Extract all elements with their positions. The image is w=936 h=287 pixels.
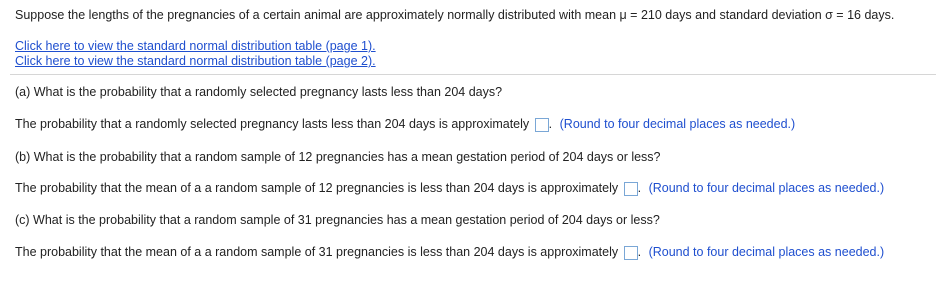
part-c-answer-input[interactable] [624, 246, 638, 260]
part-a-period: . [548, 117, 553, 131]
part-b-question: (b) What is the probability that a random sample of 12 pregnancies has a mean gestation period of 204 days or less? [15, 150, 661, 164]
normal-table-page2-link[interactable]: Click here to view the standard normal distribution table (page 2). [15, 54, 376, 68]
part-a-answer-prefix: The probability that a randomly selected pregnancy lasts less than 204 days is approximately [15, 117, 530, 131]
part-b-rounding-hint: (Round to four decimal places as needed.) [648, 181, 885, 195]
part-a-answer-row [15, 116, 795, 132]
part-b-answer-prefix: The probability that the mean of a a random sample of 12 pregnancies is less than 204 days is approximately [15, 181, 619, 195]
part-c-period: . [637, 245, 642, 259]
part-c-answer-row [15, 244, 884, 260]
part-c-question: (c) What is the probability that a random sample of 31 pregnancies has a mean gestation period of 204 days or less? [15, 213, 660, 227]
part-b-answer-row [15, 180, 884, 196]
part-c-rounding-hint: (Round to four decimal places as needed.) [648, 245, 885, 259]
part-c-answer-prefix: The probability that the mean of a a random sample of 31 pregnancies is less than 204 days is approximately [15, 245, 619, 259]
part-a-question: (a) What is the probability that a randomly selected pregnancy lasts less than 204 days? [15, 85, 503, 99]
divider [10, 74, 936, 75]
part-b-period: . [637, 181, 642, 195]
part-a-answer-input[interactable] [535, 118, 549, 132]
normal-table-page1-link[interactable]: Click here to view the standard normal distribution table (page 1). [15, 39, 376, 53]
part-a-rounding-hint: (Round to four decimal places as needed.) [559, 117, 796, 131]
part-b-answer-input[interactable] [624, 182, 638, 196]
problem-statement: Suppose the lengths of the pregnancies of a certain animal are approximately normally distributed with mean μ = 210 days and standard deviation σ = 16 days. [15, 8, 895, 22]
